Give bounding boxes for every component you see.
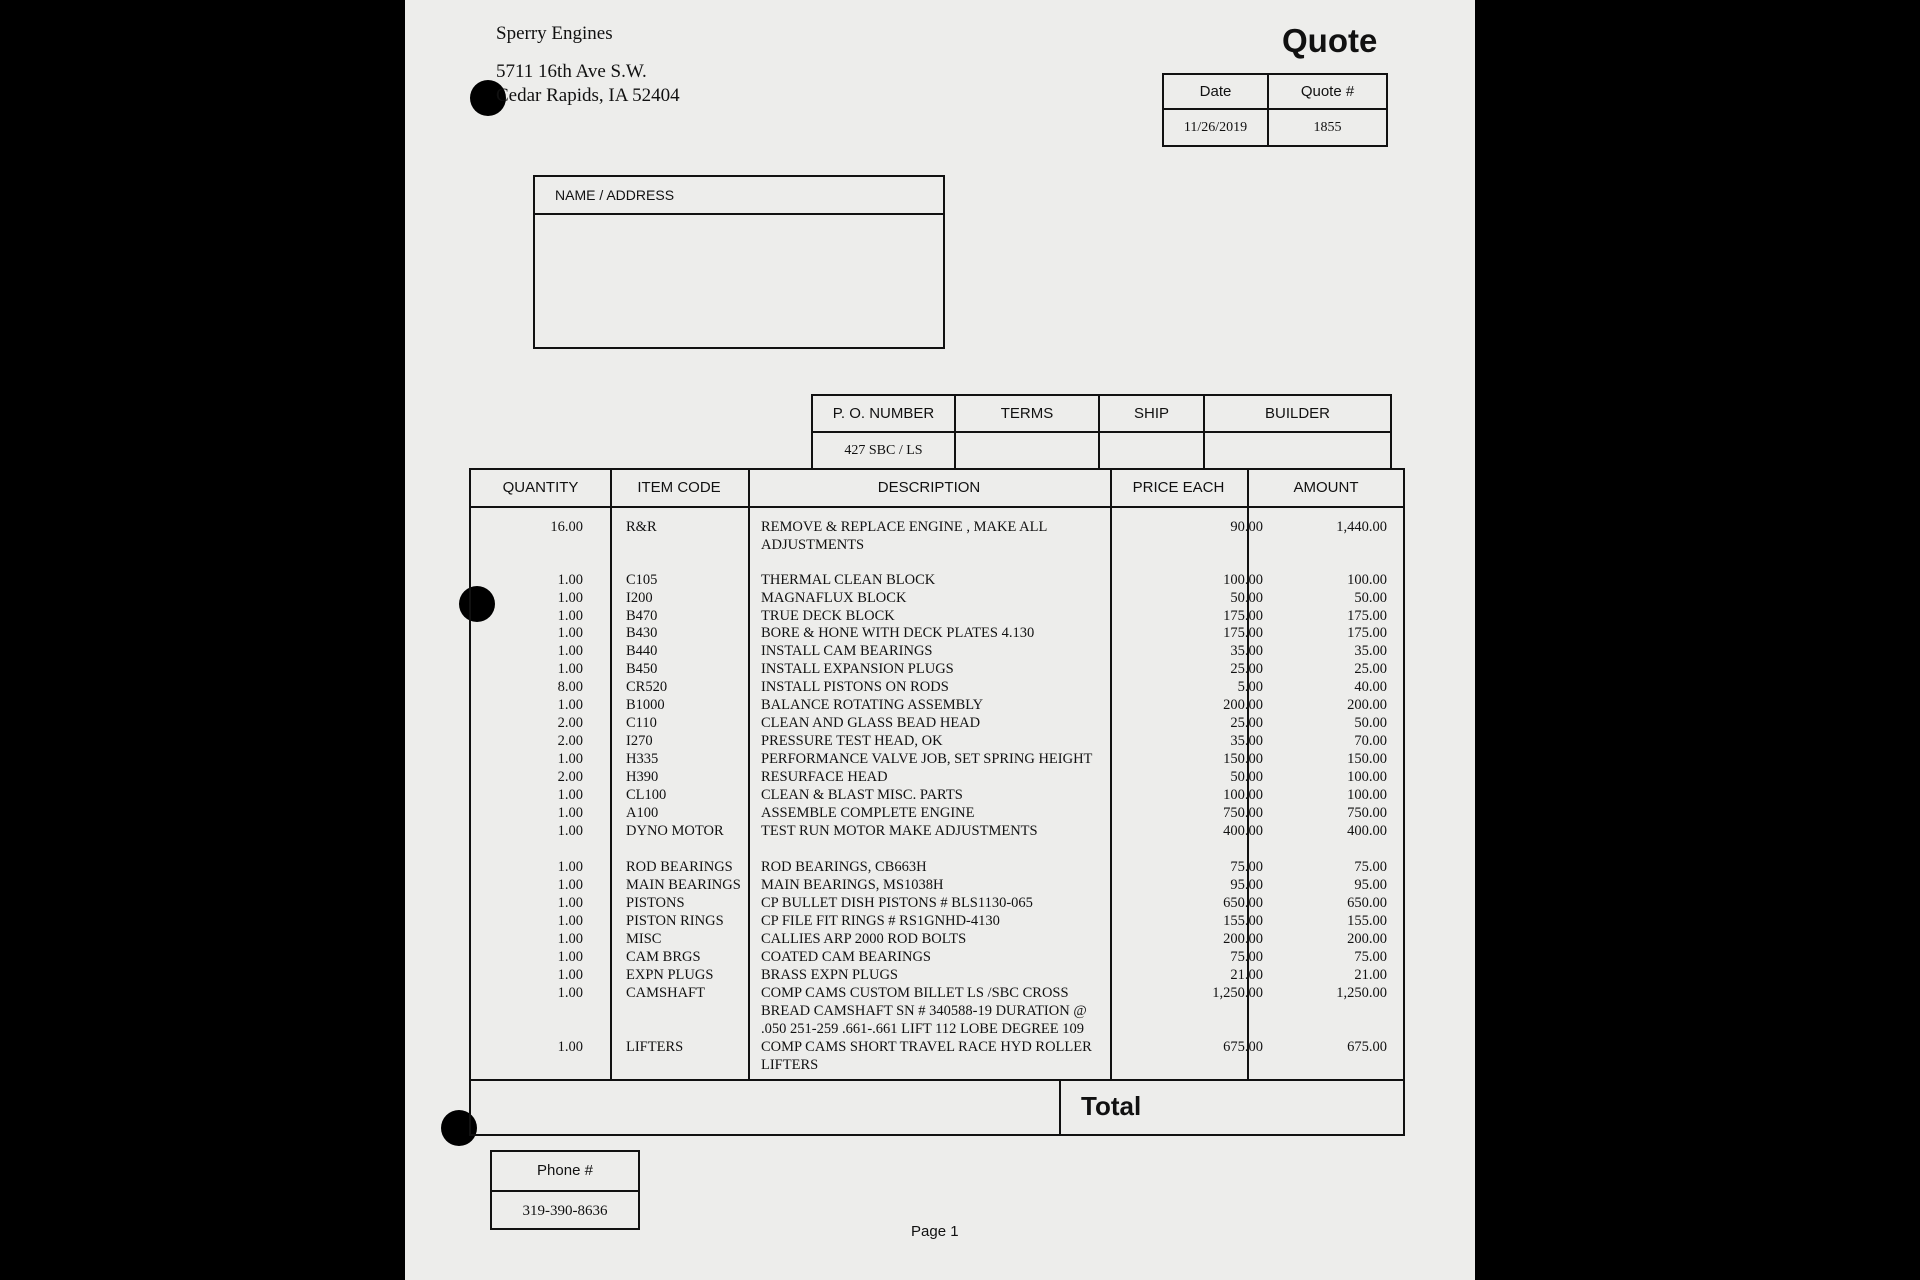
item-price-each: 200.00 — [1223, 697, 1263, 713]
item-code: MISC — [626, 931, 662, 947]
item-code: CAMSHAFT — [626, 985, 705, 1001]
item-amount: 25.00 — [1354, 661, 1387, 677]
item-price-each: 400.00 — [1223, 823, 1263, 839]
item-price-each: 75.00 — [1230, 859, 1263, 875]
item-price-each: 175.00 — [1223, 625, 1263, 641]
item-code: B430 — [626, 625, 658, 641]
item-quantity: 1.00 — [557, 805, 583, 821]
item-amount: 75.00 — [1354, 859, 1387, 875]
item-description: CLEAN AND GLASS BEAD HEAD — [761, 715, 981, 731]
page-number: Page 1 — [911, 1223, 959, 1240]
builder-label: BUILDER — [1204, 395, 1391, 432]
item-description: INSTALL PISTONS ON RODS — [761, 679, 949, 695]
document-title: Quote — [1282, 22, 1378, 59]
item-amount: 1,440.00 — [1336, 519, 1387, 535]
item-description: ASSEMBLE COMPLETE ENGINE — [761, 805, 975, 821]
item-quantity: 1.00 — [557, 572, 583, 588]
item-code: H390 — [626, 769, 659, 785]
item-price-each: 25.00 — [1230, 661, 1263, 677]
item-description: COMP CAMS SHORT TRAVEL RACE HYD ROLLER — [761, 1039, 1092, 1055]
item-description: ADJUSTMENTS — [761, 537, 865, 553]
item-amount: 21.00 — [1354, 967, 1387, 983]
item-amount: 1,250.00 — [1336, 985, 1387, 1001]
item-price-each: 675.00 — [1223, 1039, 1263, 1055]
item-quantity: 1.00 — [557, 1039, 583, 1055]
item-amount: 100.00 — [1347, 572, 1387, 588]
item-code: I200 — [626, 590, 653, 606]
column-divider — [748, 470, 750, 1081]
item-description: CALLIES ARP 2000 ROD BOLTS — [761, 931, 967, 947]
col-header-quantity: QUANTITY — [471, 470, 610, 508]
item-price-each: 155.00 — [1223, 913, 1263, 929]
item-amount: 70.00 — [1354, 733, 1387, 749]
item-description: CP FILE FIT RINGS # RS1GNHD-4130 — [761, 913, 1000, 929]
item-description: BRASS EXPN PLUGS — [761, 967, 898, 983]
company-address-line2: Cedar Rapids, IA 52404 — [496, 85, 680, 106]
item-description: ROD BEARINGS, CB663H — [761, 859, 927, 875]
total-divider — [1059, 1079, 1061, 1136]
item-quantity: 1.00 — [557, 625, 583, 641]
item-quantity: 1.00 — [557, 787, 583, 803]
item-description: CLEAN & BLAST MISC. PARTS — [761, 787, 963, 803]
total-row — [469, 1079, 1405, 1136]
item-description: BORE & HONE WITH DECK PLATES 4.130 — [761, 625, 1035, 641]
item-price-each: 35.00 — [1230, 643, 1263, 659]
item-price-each: 25.00 — [1230, 715, 1263, 731]
name-address-box — [533, 175, 945, 349]
item-amount: 200.00 — [1347, 697, 1387, 713]
item-quantity: 2.00 — [557, 715, 583, 731]
item-code: A100 — [626, 805, 659, 821]
item-quantity: 1.00 — [557, 931, 583, 947]
item-amount: 175.00 — [1347, 608, 1387, 624]
ship-label: SHIP — [1099, 395, 1204, 432]
item-code: DYNO MOTOR — [626, 823, 724, 839]
item-code: C105 — [626, 572, 658, 588]
company-name: Sperry Engines — [496, 23, 613, 44]
item-amount: 750.00 — [1347, 805, 1387, 821]
item-amount: 50.00 — [1354, 590, 1387, 606]
item-code: CAM BRGS — [626, 949, 701, 965]
phone-value: 319-390-8636 — [522, 1203, 608, 1219]
company-address-line1: 5711 16th Ave S.W. — [496, 61, 647, 82]
item-code: PISTONS — [626, 895, 685, 911]
total-row-divider — [469, 1079, 1405, 1081]
item-description: TEST RUN MOTOR MAKE ADJUSTMENTS — [761, 823, 1038, 839]
item-code: R&R — [626, 519, 657, 535]
phone-label: Phone # — [492, 1152, 638, 1192]
name-address-label: NAME / ADDRESS — [535, 177, 943, 215]
item-description: INSTALL EXPANSION PLUGS — [761, 661, 954, 677]
item-price-each: 35.00 — [1230, 733, 1263, 749]
item-amount: 200.00 — [1347, 931, 1387, 947]
quote-number-value: 1855 — [1268, 109, 1387, 146]
item-description: CP BULLET DISH PISTONS # BLS1130-065 — [761, 895, 1033, 911]
item-price-each: 95.00 — [1230, 877, 1263, 893]
po-terms-box — [811, 394, 1392, 470]
item-description: MAIN BEARINGS, MS1038H — [761, 877, 944, 893]
item-price-each: 21.00 — [1230, 967, 1263, 983]
item-price-each: 200.00 — [1223, 931, 1263, 947]
item-description: TRUE DECK BLOCK — [761, 608, 895, 624]
item-quantity: 8.00 — [557, 679, 583, 695]
item-quantity: 1.00 — [557, 823, 583, 839]
col-header-price-each: PRICE EACH — [1110, 470, 1247, 508]
item-code: ROD BEARINGS — [626, 859, 733, 875]
item-quantity: 1.00 — [557, 877, 583, 893]
item-quantity: 1.00 — [557, 895, 583, 911]
item-amount: 400.00 — [1347, 823, 1387, 839]
item-amount: 675.00 — [1347, 1039, 1387, 1055]
date-value: 11/26/2019 — [1163, 109, 1268, 146]
item-description: MAGNAFLUX BLOCK — [761, 590, 907, 606]
item-quantity: 1.00 — [557, 643, 583, 659]
item-quantity: 1.00 — [557, 661, 583, 677]
item-description: PERFORMANCE VALVE JOB, SET SPRING HEIGHT — [761, 751, 1093, 767]
item-quantity: 2.00 — [557, 733, 583, 749]
builder-value — [1204, 432, 1391, 469]
item-code: C110 — [626, 715, 657, 731]
quote-number-label: Quote # — [1268, 74, 1387, 109]
item-amount: 75.00 — [1354, 949, 1387, 965]
item-price-each: 650.00 — [1223, 895, 1263, 911]
line-items-table — [469, 468, 1405, 1136]
item-code: B450 — [626, 661, 658, 677]
item-description: COATED CAM BEARINGS — [761, 949, 931, 965]
item-code: EXPN PLUGS — [626, 967, 714, 983]
item-code: CL100 — [626, 787, 667, 803]
item-description: COMP CAMS CUSTOM BILLET LS /SBC CROSS — [761, 985, 1069, 1001]
item-price-each: 750.00 — [1223, 805, 1263, 821]
item-description: RESURFACE HEAD — [761, 769, 888, 785]
item-price-each: 90.00 — [1230, 519, 1263, 535]
item-description: PRESSURE TEST HEAD, OK — [761, 733, 943, 749]
item-quantity: 1.00 — [557, 985, 583, 1001]
total-label: Total — [1081, 1091, 1142, 1121]
col-header-amount: AMOUNT — [1247, 470, 1405, 508]
ship-value — [1099, 432, 1204, 469]
item-amount: 155.00 — [1347, 913, 1387, 929]
item-description: .050 251-259 .661-.661 LIFT 112 LOBE DEGREE 109 — [761, 1021, 1085, 1037]
item-code: I270 — [626, 733, 653, 749]
item-price-each: 50.00 — [1230, 769, 1263, 785]
item-amount: 40.00 — [1354, 679, 1387, 695]
item-amount: 100.00 — [1347, 769, 1387, 785]
item-price-each: 100.00 — [1223, 572, 1263, 588]
item-quantity: 1.00 — [557, 608, 583, 624]
item-quantity: 1.00 — [557, 751, 583, 767]
col-header-item-code: ITEM CODE — [610, 470, 748, 508]
date-label: Date — [1163, 74, 1268, 109]
item-quantity: 1.00 — [557, 913, 583, 929]
item-price-each: 50.00 — [1230, 590, 1263, 606]
item-price-each: 1,250.00 — [1212, 985, 1263, 1001]
item-code: CR520 — [626, 679, 668, 695]
column-divider — [610, 470, 612, 1081]
po-number-value: 427 SBC / LS — [812, 432, 955, 469]
terms-label: TERMS — [955, 395, 1099, 432]
item-quantity: 1.00 — [557, 859, 583, 875]
item-price-each: 100.00 — [1223, 787, 1263, 803]
item-quantity: 16.00 — [550, 519, 583, 535]
item-description: BREAD CAMSHAFT SN # 340588-19 DURATION @ — [761, 1003, 1087, 1019]
item-amount: 100.00 — [1347, 787, 1387, 803]
item-quantity: 1.00 — [557, 590, 583, 606]
item-quantity: 1.00 — [557, 967, 583, 983]
item-code: B440 — [626, 643, 658, 659]
item-code: B470 — [626, 608, 658, 624]
item-price-each: 175.00 — [1223, 608, 1263, 624]
item-code: PISTON RINGS — [626, 913, 724, 929]
terms-value — [955, 432, 1099, 469]
item-amount: 35.00 — [1354, 643, 1387, 659]
item-price-each: 150.00 — [1223, 751, 1263, 767]
item-code: B1000 — [626, 697, 665, 713]
date-quote-box — [1162, 73, 1388, 147]
col-header-description: DESCRIPTION — [748, 470, 1110, 508]
phone-box — [490, 1150, 640, 1230]
item-price-each: 75.00 — [1230, 949, 1263, 965]
item-description: LIFTERS — [761, 1057, 819, 1073]
item-amount: 175.00 — [1347, 625, 1387, 641]
item-quantity: 1.00 — [557, 697, 583, 713]
item-amount: 150.00 — [1347, 751, 1387, 767]
item-amount: 95.00 — [1354, 877, 1387, 893]
item-amount: 50.00 — [1354, 715, 1387, 731]
item-amount: 650.00 — [1347, 895, 1387, 911]
item-code: H335 — [626, 751, 659, 767]
po-number-label: P. O. NUMBER — [812, 395, 955, 432]
item-description: INSTALL CAM BEARINGS — [761, 643, 933, 659]
item-price-each: 5.00 — [1237, 679, 1263, 695]
item-quantity: 1.00 — [557, 949, 583, 965]
item-quantity: 2.00 — [557, 769, 583, 785]
item-code: LIFTERS — [626, 1039, 684, 1055]
item-description: BALANCE ROTATING ASSEMBLY — [761, 697, 984, 713]
item-description: REMOVE & REPLACE ENGINE , MAKE ALL — [761, 519, 1048, 535]
item-description: THERMAL CLEAN BLOCK — [761, 572, 936, 588]
column-divider — [1110, 470, 1112, 1081]
item-code: MAIN BEARINGS — [626, 877, 741, 893]
